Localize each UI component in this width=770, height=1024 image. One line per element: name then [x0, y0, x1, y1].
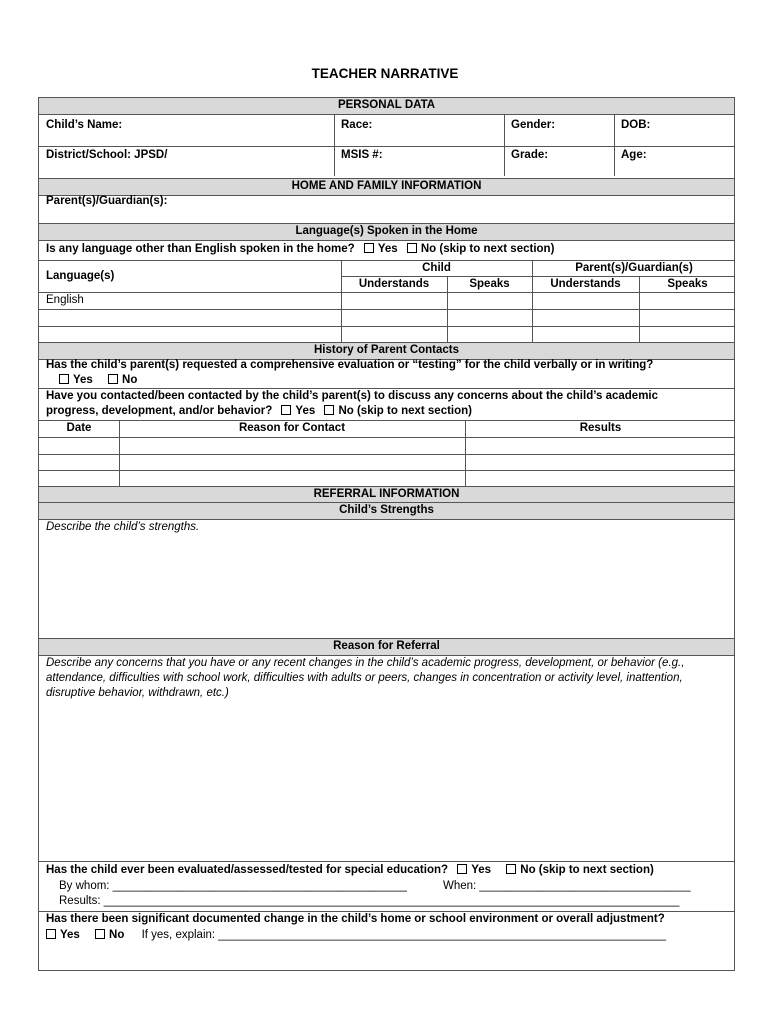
languages-header: Language(s) Spoken in the Home	[39, 223, 734, 241]
evaluated-question-text: Has the child ever been evaluated/assessed/tested for special education?	[46, 864, 449, 876]
q1-yes-checkbox[interactable]	[59, 374, 69, 384]
childs-strengths-header: Child’s Strengths	[39, 502, 734, 520]
language-row-1: English	[46, 294, 84, 306]
grade-field[interactable]: Grade:	[511, 149, 549, 161]
col-languages: Language(s)	[46, 270, 115, 282]
race-field[interactable]: Race:	[341, 119, 373, 131]
col-child: Child	[422, 262, 451, 274]
contact-question-line1: Have you contacted/been contacted by the child’s parent(s) to discuss any concerns about the child’s academic	[46, 390, 659, 402]
q2-yes-label: Yes	[295, 405, 316, 417]
evaluation-request-question: Has the child’s parent(s) requested a comprehensive evaluation or “testing” for the child verbally or in writing?	[46, 359, 654, 371]
language-question-text: Is any language other than English spoken in the home?	[46, 243, 355, 255]
page-title: TEACHER NARRATIVE	[311, 66, 459, 81]
evaluated-question	[46, 864, 654, 876]
col-child-speaks: Speaks	[469, 278, 510, 290]
dob-field[interactable]: DOB:	[621, 119, 651, 131]
language-question	[46, 243, 554, 255]
by-whom-field[interactable]: By whom: ______________________________________________	[59, 880, 407, 892]
change-no-label: No	[109, 929, 125, 941]
gender-field[interactable]: Gender:	[511, 119, 556, 131]
q2-yes-checkbox[interactable]	[281, 405, 291, 415]
district-school-field[interactable]: District/School: JPSD/	[46, 149, 168, 161]
contact-question-line2	[46, 405, 472, 417]
teacher-narrative-form	[38, 97, 735, 971]
childs-name-field[interactable]: Child’s Name:	[46, 119, 123, 131]
reason-prompt[interactable]: Describe any concerns that you have or any recent changes in the child’s academic progress, development, or behavior (e.g., attendance, difficulties with school work, difficulties with adults or peers, changes in concentration or activity level, inattention, disruptive behavior, withdrawn, etc.)	[46, 657, 685, 699]
home-family-header: HOME AND FAMILY INFORMATION	[39, 178, 734, 196]
col-reason-for-contact: Reason for Contact	[238, 422, 346, 434]
q1-no-checkbox[interactable]	[108, 374, 118, 384]
language-yes-label: Yes	[377, 243, 398, 255]
eval-yes-checkbox[interactable]	[457, 864, 467, 874]
change-question: Has there been significant documented change in the child’s home or school environment or overall adjustment?	[46, 913, 665, 925]
contact-question-text: progress, development, and/or behavior?	[46, 405, 273, 417]
col-parent-speaks: Speaks	[667, 278, 708, 290]
referral-info-header: REFERRAL INFORMATION	[39, 486, 734, 504]
change-yes-checkbox[interactable]	[46, 929, 56, 939]
q2-no-label: No (skip to next section)	[338, 405, 472, 417]
col-results: Results	[579, 422, 622, 434]
eval-no-checkbox[interactable]	[506, 864, 516, 874]
eval-yes-label: Yes	[471, 864, 492, 876]
msis-field[interactable]: MSIS #:	[341, 149, 383, 161]
q2-no-checkbox[interactable]	[324, 405, 334, 415]
language-no-checkbox[interactable]	[407, 243, 417, 253]
reason-for-referral-header: Reason for Referral	[39, 638, 734, 656]
when-field[interactable]: When: _________________________________	[443, 880, 691, 892]
language-yes-checkbox[interactable]	[364, 243, 374, 253]
q1-yes-label: Yes	[73, 374, 93, 386]
change-no-checkbox[interactable]	[95, 929, 105, 939]
parents-guardians-field[interactable]: Parent(s)/Guardian(s):	[46, 195, 168, 207]
evaluation-request-options	[59, 374, 137, 386]
explain-field[interactable]: If yes, explain: ______________________________________________________________________	[141, 929, 666, 941]
parent-contacts-header: History of Parent Contacts	[39, 342, 734, 360]
col-child-understands: Understands	[358, 278, 430, 290]
change-options	[46, 929, 666, 941]
strengths-prompt[interactable]: Describe the child’s strengths.	[46, 521, 200, 533]
language-no-label: No (skip to next section)	[420, 243, 555, 255]
age-field[interactable]: Age:	[621, 149, 647, 161]
col-date: Date	[66, 422, 92, 434]
q1-no-label: No	[122, 374, 138, 386]
col-parent-guardian: Parent(s)/Guardian(s)	[575, 262, 693, 274]
personal-data-header: PERSONAL DATA	[39, 98, 734, 115]
eval-no-label: No (skip to next section)	[520, 864, 654, 876]
results-field[interactable]: Results: __________________________________________________________________________________________	[59, 895, 680, 907]
col-parent-understands: Understands	[550, 278, 621, 290]
change-yes-label: Yes	[60, 929, 80, 941]
